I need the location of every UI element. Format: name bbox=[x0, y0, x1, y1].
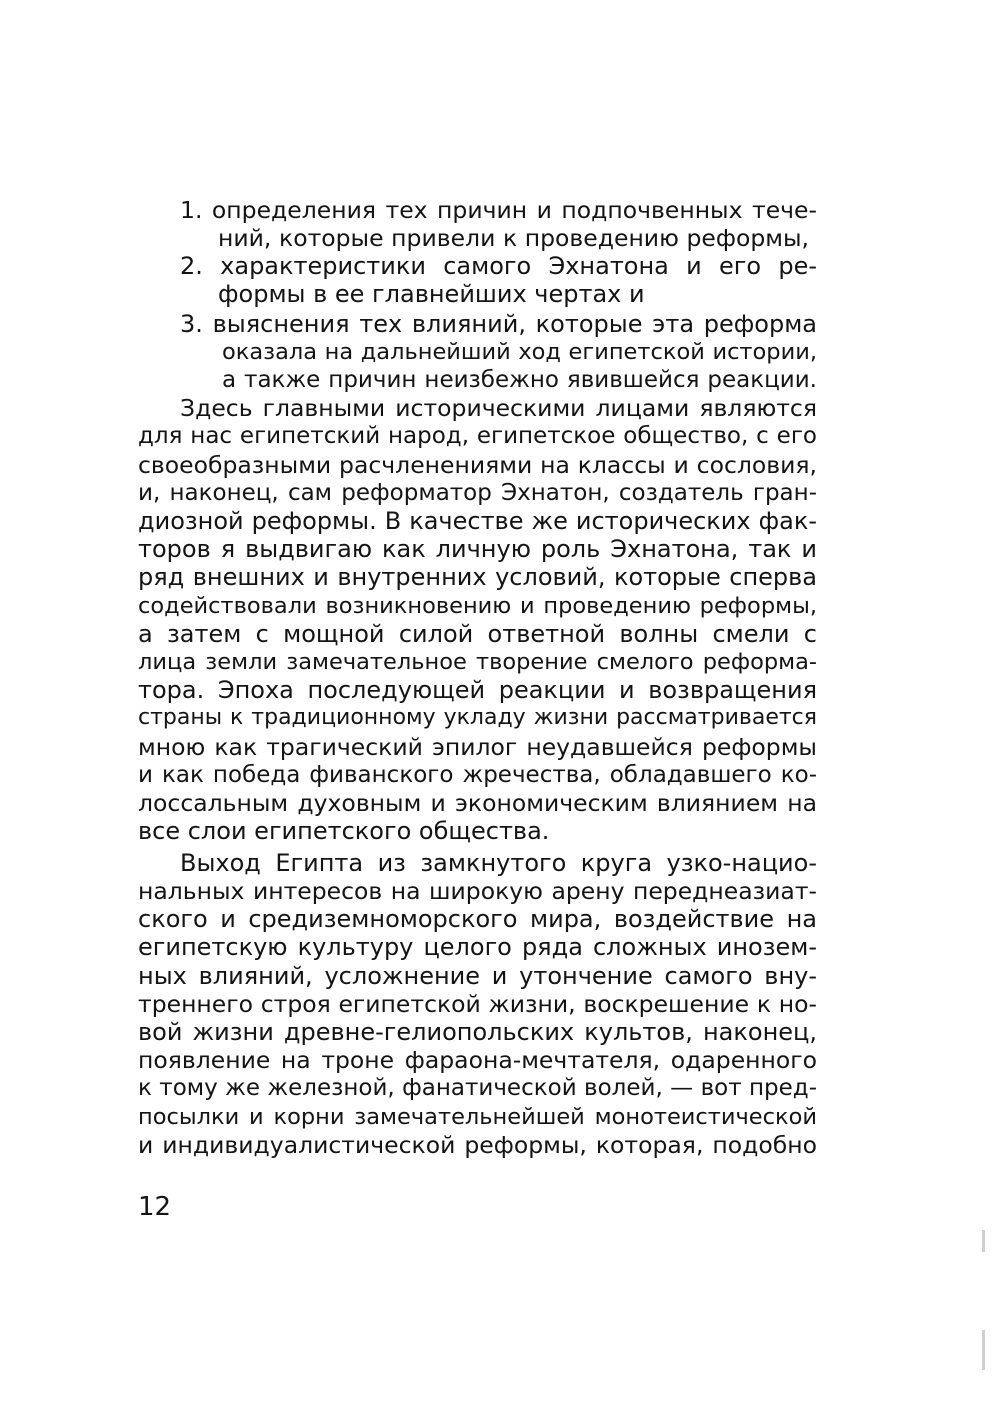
paragraph-1-line: лоссальным духовным и экономическим влиянием на bbox=[138, 789, 817, 817]
scan-edge-mark bbox=[982, 1330, 985, 1370]
paragraph-2-line: к тому же железной, фанатической волей, — вот пред- bbox=[138, 1075, 817, 1101]
list-item-3-line-1: 3. выяснения тех влияний, которые эта реформа bbox=[180, 310, 817, 338]
paragraph-2-line: Выход Египта из замкнутого круга узко-нацио- bbox=[180, 849, 817, 877]
paragraph-2-line: ных влияний, усложнение и утончение самого вну- bbox=[138, 962, 817, 990]
paragraph-2-line: ского и средиземноморского мира, воздействие на bbox=[138, 905, 817, 933]
list-item-3-line-3: а также причин неизбежно явившейся реакции. bbox=[222, 367, 817, 393]
paragraph-1-line: ряд внешних и внутренних условий, которые сперва bbox=[138, 563, 817, 591]
paragraph-2-line: египетскую культуру целого ряда сложных инозем- bbox=[138, 933, 817, 961]
paragraph-2-line: и индивидуалистической реформы, которая, подобно bbox=[138, 1131, 817, 1159]
paragraph-1-line: все слои египетского общества. bbox=[138, 817, 550, 845]
paragraph-1-line: и, наконец, сам реформатор Эхнатон, создатель гран- bbox=[138, 480, 817, 506]
list-item-3-line-2: оказала на дальнейший ход египетской истории, bbox=[222, 339, 817, 365]
scan-edge-mark bbox=[982, 1230, 985, 1252]
paragraph-1-line: мною как трагический эпилог неудавшейся реформы bbox=[138, 733, 817, 761]
paragraph-2-line: нальных интересов на широкую арену переднеазиат- bbox=[138, 877, 817, 905]
paragraph-2-line: вой жизни древне-гелиопольских культов, наконец, bbox=[138, 1018, 817, 1046]
paragraph-2-line: посылки и корни замечательнейшей монотеистической bbox=[138, 1104, 817, 1130]
list-item-2-line-1: 2. характеристики самого Эхнатона и его ре- bbox=[180, 252, 817, 280]
paragraph-1-line: а затем с мощной силой ответной волны смели с bbox=[138, 620, 817, 648]
paragraph-1-line: страны к традиционному укладу жизни рассматривается bbox=[138, 705, 817, 730]
paragraph-1-line: лица земли замечательное творение смелого реформа- bbox=[138, 649, 817, 675]
list-item-2-line-2: формы в ее главнейших чертах и bbox=[218, 280, 645, 308]
paragraph-1-line: своеобразными расчленениями на классы и сословия, bbox=[138, 451, 817, 479]
paragraph-1-line: и как победа фиванского жречества, обладавшего ко- bbox=[138, 762, 817, 788]
paragraph-1-line: торов я выдвигаю как личную роль Эхнатона, так и bbox=[138, 535, 817, 563]
page-number: 12 bbox=[138, 1192, 172, 1222]
paragraph-1-line: Здесь главными историческими лицами являются bbox=[180, 394, 817, 422]
paragraph-1-line: тора. Эпоха последующей реакции и возвращения bbox=[138, 676, 817, 704]
list-item-1-line-2: ний, которые привели к проведению реформы, bbox=[218, 224, 809, 252]
paragraph-1-line: содействовали возникновению и проведению реформы, bbox=[138, 593, 817, 619]
paragraph-1-line: для нас египетский народ, египетское общество, с его bbox=[138, 423, 817, 449]
list-item-1-line-1: 1. определения тех причин и подпочвенных тече- bbox=[180, 196, 817, 224]
paragraph-2-line: появление на троне фараона-мечтателя, одаренного bbox=[138, 1046, 817, 1074]
paragraph-1-line: диозной реформы. В качестве же исторических фак- bbox=[138, 507, 817, 535]
paragraph-2-line: треннего строя египетской жизни, воскрешение к но- bbox=[138, 990, 817, 1018]
